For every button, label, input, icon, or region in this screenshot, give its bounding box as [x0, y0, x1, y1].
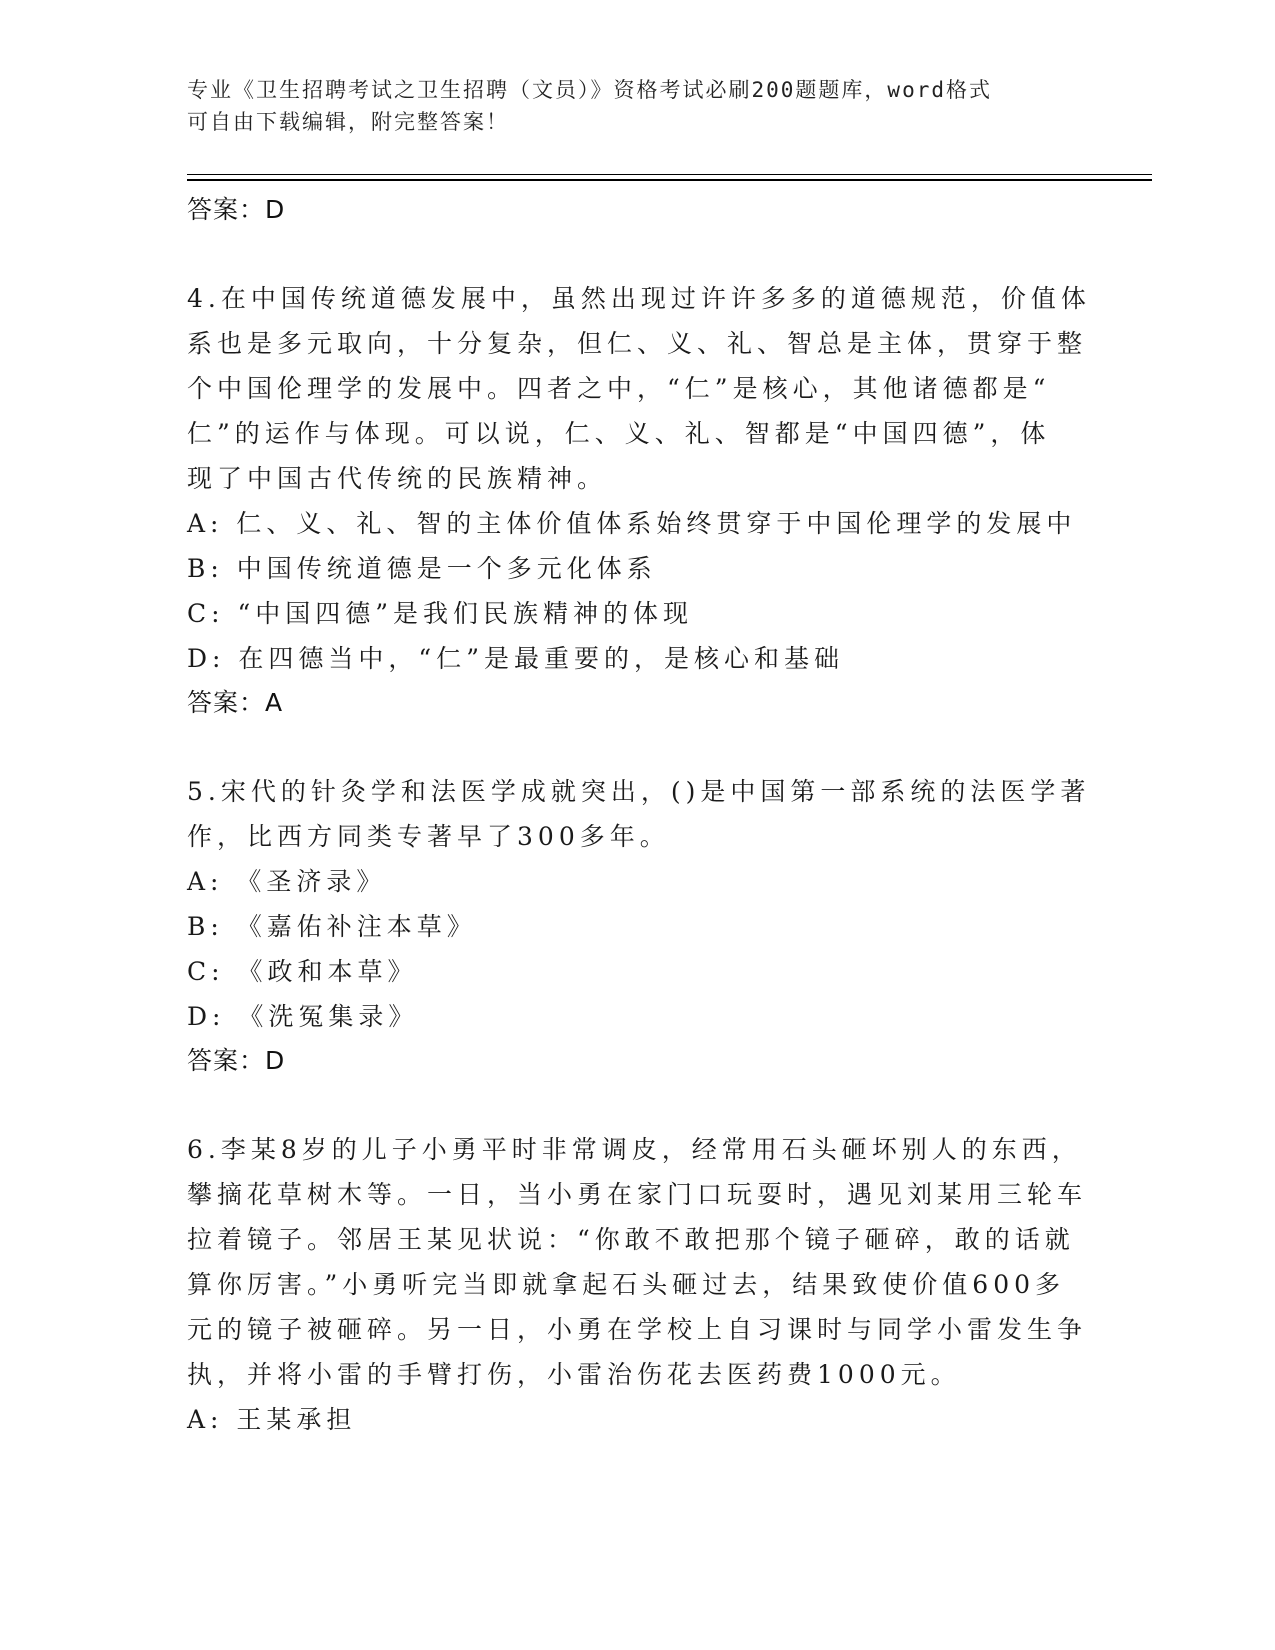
- question-text-line: 系也是多元取向，十分复杂，但仁、义、礼、智总是主体，贯穿于整: [187, 329, 1088, 358]
- option-c: C: 《政和本草》: [187, 957, 418, 986]
- header-divider-thick: [187, 179, 1152, 181]
- answer-line: 答案：D: [187, 195, 286, 224]
- option-b: B: 中国传统道德是一个多元化体系: [187, 554, 657, 583]
- option-a: A: 《圣济录》: [187, 867, 387, 896]
- option-a: A: 王某承担: [187, 1405, 357, 1434]
- paragraph-gap: [187, 232, 1067, 276]
- option-d: D: 在四德当中，“仁”是最重要的，是核心和基础: [187, 644, 844, 673]
- option-a: A: 仁、义、礼、智的主体价值体系始终贯穿于中国伦理学的发展中: [187, 509, 1077, 538]
- question-text-line: 仁”的运作与体现。可以说，仁、义、礼、智都是“中国四德”，体: [187, 419, 1051, 448]
- question-text-line: 现了中国古代传统的民族精神。: [187, 464, 608, 493]
- paragraph-gap: [187, 1083, 1067, 1127]
- answer-line: 答案：D: [187, 1046, 286, 1075]
- question-text-line: 算你厉害。”小勇听完当即就拿起石头砸过去，结果致使价值600多: [187, 1270, 1066, 1299]
- option-c: C: “中国四德”是我们民族精神的体现: [187, 599, 694, 628]
- document-body: [187, 188, 1091, 1442]
- question-text-line: 元的镜子被砸碎。另一日，小勇在学校上自习课时与同学小雷发生争: [187, 1315, 1088, 1344]
- header-divider-thin: [187, 174, 1152, 175]
- paragraph-gap: [187, 725, 1067, 769]
- question-text-line: 6.李某8岁的儿子小勇平时非常调皮，经常用石头砸坏别人的东西，: [187, 1135, 1082, 1164]
- option-b: B: 《嘉佑补注本草》: [187, 912, 477, 941]
- question-text-line: 5.宋代的针灸学和法医学成就突出，()是中国第一部系统的法医学著: [187, 777, 1091, 806]
- question-text-line: 攀摘花草树木等。一日，当小勇在家门口玩耍时，遇见刘某用三轮车: [187, 1180, 1088, 1209]
- page-header: [187, 74, 1067, 138]
- header-line-1: 专业《卫生招聘考试之卫生招聘（文员）》资格考试必刷200题题库，word格式: [187, 78, 992, 102]
- option-d: D: 《洗冤集录》: [187, 1002, 419, 1031]
- question-text-line: 执，并将小雷的手臂打伤，小雷治伤花去医药费1000元。: [187, 1360, 961, 1389]
- question-text-line: 个中国伦理学的发展中。四者之中，“仁”是核心，其他诸德都是“: [187, 374, 1051, 403]
- header-line-2: 可自由下载编辑，附完整答案！: [187, 110, 509, 134]
- answer-line: 答案：A: [187, 688, 284, 717]
- question-text-line: 4.在中国传统道德发展中，虽然出现过许许多多的道德规范，价值体: [187, 284, 1091, 313]
- question-5: [187, 769, 1091, 859]
- question-6: [187, 1127, 1088, 1397]
- question-4: [187, 276, 1091, 501]
- question-text-line: 作，比西方同类专著早了300多年。: [187, 822, 670, 851]
- question-text-line: 拉着镜子。邻居王某见状说：“你敢不敢把那个镜子砸碎，敢的话就: [187, 1225, 1075, 1254]
